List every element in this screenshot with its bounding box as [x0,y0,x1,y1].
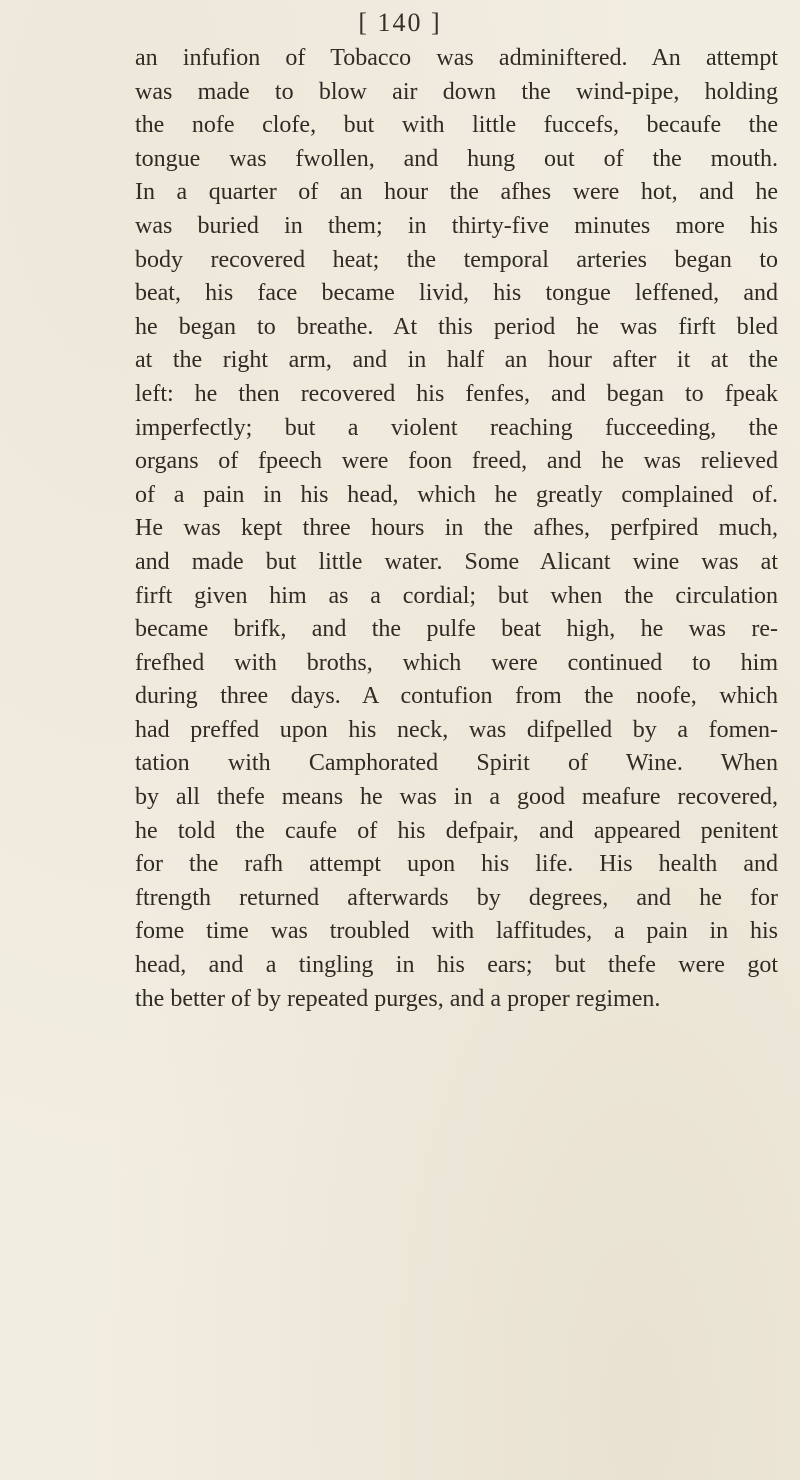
text-line: head, and a tingling in his ears; but thefe were got [135,952,778,979]
text-line: of a pain in his head, which he greatly complained of. [135,481,778,508]
text-line: In a quarter of an hour the afhes were hot, and he [135,179,778,206]
text-line: left: he then recovered his fenfes, and began to fpeak [135,380,778,407]
text-line: He was kept three hours in the afhes, perfpired much, [135,515,778,542]
text-line: an infufion of Tobacco was adminiftered. An attempt [135,45,778,71]
text-line: became brifk, and the pulfe beat high, he was re- [135,616,778,643]
text-line: firft given him as a cordial; but when the circulation [135,582,778,609]
text-line: frefhed with broths, which were continued to him [135,649,778,676]
text-line: for the rafh attempt upon his life. His health and [135,851,778,878]
text-line: the nofe clofe, but with little fuccefs, becaufe the [135,112,778,139]
text-line: tation with Camphorated Spirit of Wine. When [135,750,778,777]
text-line: had preffed upon his neck, was difpelled by a fomen- [135,716,778,743]
text-line: ftrength returned afterwards by degrees, and he for [135,884,778,911]
text-line: the better of by repeated purges, and a proper regimen. [135,985,661,1012]
text-line: and made but little water. Some Alicant wine was at [135,548,778,575]
text-line: fome time was troubled with laffitudes, a pain in his [135,918,778,945]
page-number: [ 140 ] [358,8,442,37]
text-line: at the right arm, and in half an hour after it at the [135,347,778,374]
text-line: organs of fpeech were foon freed, and he was relieved [135,448,778,475]
body-text [135,42,778,1016]
text-line: imperfectly; but a violent reaching fucceeding, the [135,414,778,441]
text-line: body recovered heat; the temporal arteries began to [135,246,778,273]
text-line: was buried in them; in thirty-five minutes more his [135,212,778,239]
text-line: tongue was fwollen, and hung out of the mouth. [135,145,778,172]
text-line: he began to breathe. At this period he was firft bled [135,313,778,340]
text-line: was made to blow air down the wind-pipe, holding [135,78,778,105]
text-line: during three days. A contufion from the noofe, which [135,683,778,710]
text-line: beat, his face became livid, his tongue leffened, and [135,280,778,307]
text-line: by all thefe means he was in a good meafure recovered, [135,784,778,811]
text-line: he told the caufe of his defpair, and appeared penitent [135,817,778,844]
